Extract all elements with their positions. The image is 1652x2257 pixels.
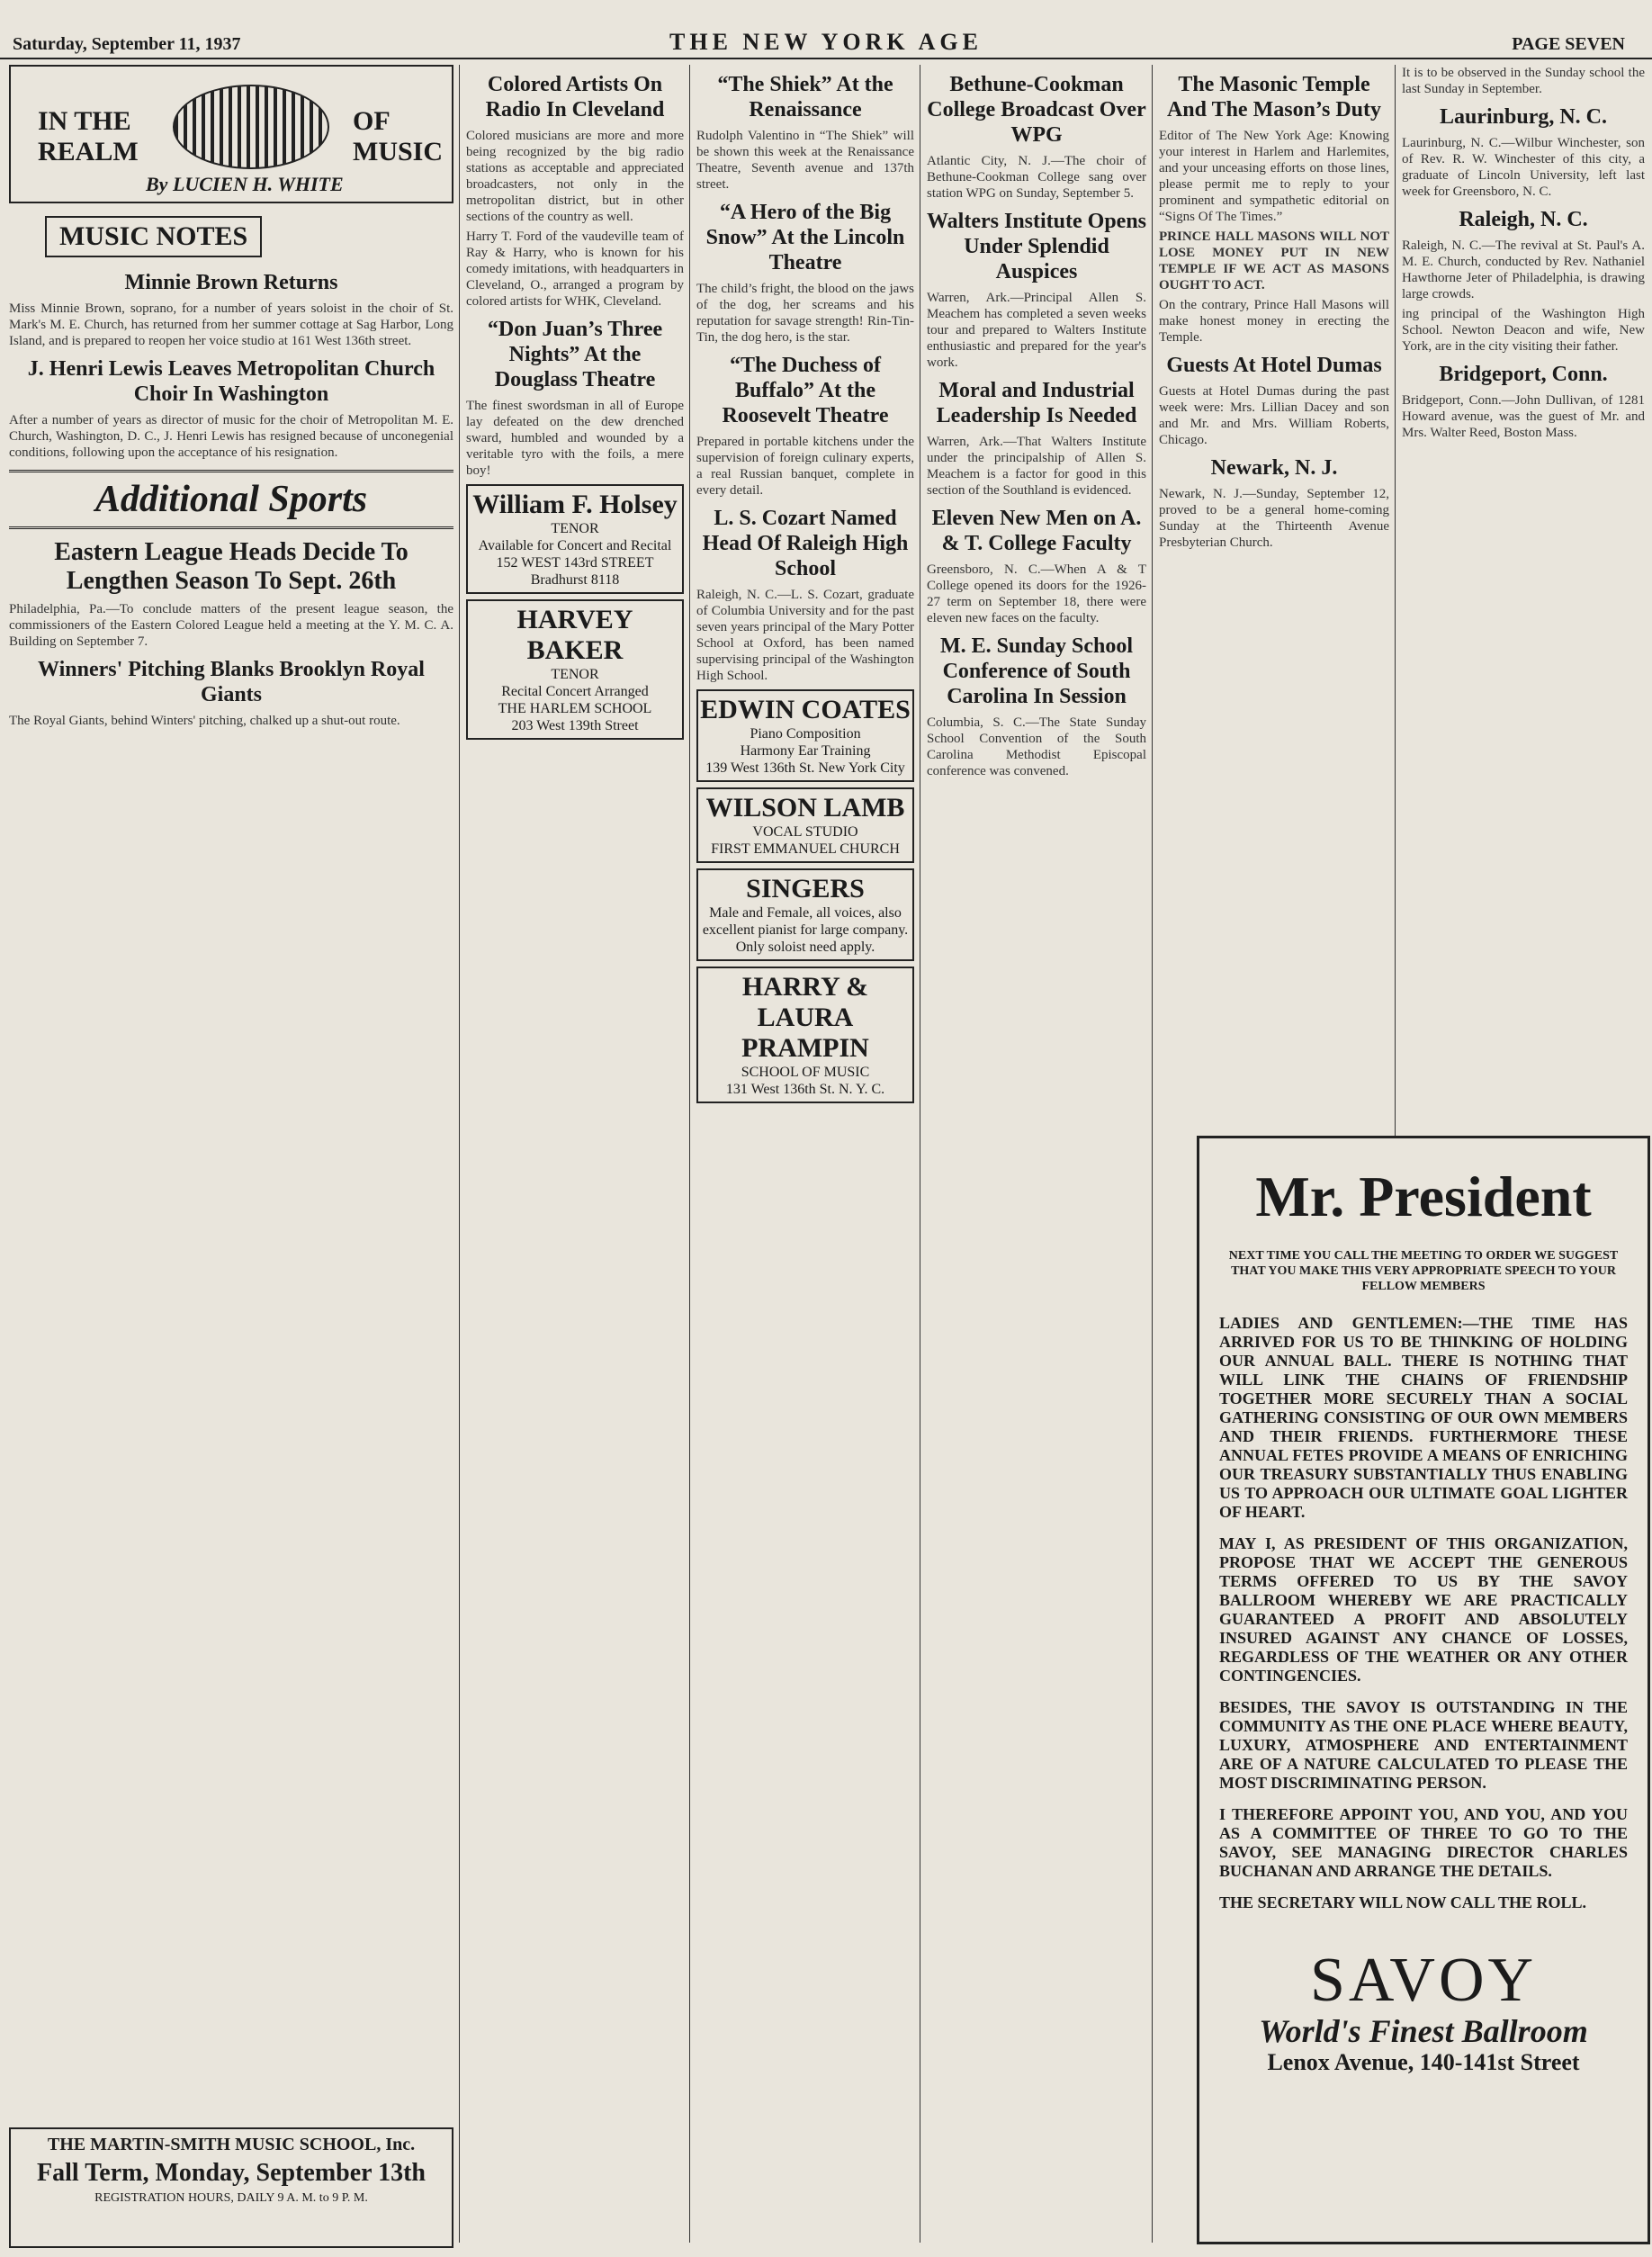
savoy-tagline: World's Finest Ballroom — [1259, 2013, 1588, 2049]
ad-holsey: William F. Holsey TENOR Available for Concert and Recital 152 WEST 143rd STREET Bradhurst 8118 — [466, 484, 684, 594]
column-5 — [1159, 65, 1389, 1127]
article-text: After a number of years as director of music for the choir of Metropolitan M. E. Church, Washington, D. C., J. Henri Lewis has resigned because of unconegenial conditions, following upon the acceptance of his resignation. — [9, 413, 453, 460]
headline-bethune: Bethune-Cookman College Broadcast Over WPG — [927, 73, 1146, 147]
realm-of-music-banner — [9, 65, 453, 203]
ad-title: Mr. President — [1255, 1164, 1592, 1228]
headline-newark: Newark, N. J. — [1210, 456, 1338, 480]
article-text: Raleigh, N. C.—L. S. Cozart, graduate of Columbia University and for the past seven years principal of the Mary Potter School at Oxford, has been named supervising principal of the Washington High School. — [696, 588, 914, 683]
lyre-illustration — [173, 85, 329, 169]
headline-henri-lewis: J. Henri Lewis Leaves Metropolitan Church Choir In Washington — [27, 357, 435, 406]
article-text: Laurinburg, N. C.—Wilbur Winchester, son of Rev. R. W. Winchester of this city, a graduate of Lincoln University, left last week for Greensboro, N. C. — [1402, 136, 1645, 199]
article-text: Harry T. Ford of the vaudeville team of Ray & Harry, who is known for his comedy imitations, with headquarters in Cleveland, O., arranged a program by colored artists for WHK, Cleveland. — [466, 229, 684, 309]
article-text: Bridgeport, Conn.—John Dullivan, of 1281 Howard avenue, was the guest of Mr. and Mrs. Walter Reed, Boston Mass. — [1402, 393, 1645, 440]
article-text: Prepared in portable kitchens under the supervision of foreign culinary experts, a real Russian banquet, complete in every detail. — [696, 435, 914, 498]
headline-walters: Walters Institute Opens Under Splendid Auspices — [927, 210, 1146, 283]
byline: By LUCIEN H. WHITE — [146, 173, 344, 195]
headline-shiek: “The Shiek” At the Renaissance — [717, 73, 893, 121]
ad-prampin: HARRY & LAURA PRAMPIN SCHOOL OF MUSIC 131 West 136th St. N. Y. C. — [696, 967, 914, 1103]
ad-subtitle: NEXT TIME YOU CALL THE MEETING TO ORDER WE SUGGEST THAT YOU MAKE THIS VERY APPROPRIATE SPEECH TO YOUR FELLOW MEMBERS — [1228, 1249, 1619, 1293]
article-text: Newark, N. J.—Sunday, September 12, proved to be a general home-coming Sunday at the Thirteenth Avenue Presbyterian Church. — [1159, 487, 1389, 550]
article-text: The child’s fright, the blood on the jaws of the dog, her screams and his reputation for savage strength! Rin-Tin-Tin, the dog hero, is the star. — [696, 282, 914, 345]
article-text: Editor of The New York Age: Knowing your interest in Harlem and Harlemites, and your unceasing efforts on those lines, please permit me to reply to your prominent and sympathetic editorial on “Signs Of The Times.” — [1159, 129, 1389, 224]
registration-hours: REGISTRATION HOURS, DAILY 9 A. M. to 9 P. M. — [94, 2191, 368, 2205]
ad-harvey-baker: HARVEY BAKER TENOR Recital Concert Arranged THE HARLEM SCHOOL 203 West 139th Street — [466, 599, 684, 740]
fall-term: Fall Term, Monday, September 13th — [37, 2159, 426, 2187]
headline-duchess: “The Duchess of Buffalo” At the Roosevelt Theatre — [722, 354, 889, 427]
article-text: Columbia, S. C.—The State Sunday School Convention of the South Carolina Methodist Episcopal conference was convened. — [927, 715, 1146, 778]
additional-sports-heading: Additional Sports — [9, 470, 453, 529]
article-text: Warren, Ark.—Principal Allen S. Meachem has completed a seven weeks tour and prepared to Walters Institute enthusiastic and prepared for the year's work. — [927, 291, 1146, 370]
article-text: The Royal Giants, behind Winters' pitching, chalked up a shut-out route. — [9, 714, 400, 728]
headline-leadership: Moral and Industrial Leadership Is Needed — [936, 379, 1137, 427]
ad-paragraph: I THEREFORE APPOINT YOU, AND YOU, AND YOU AS A COMMITTEE OF THREE TO GO TO THE SAVOY, SEE MANAGING DIRECTOR CHARLES BUCHANAN AND ARRANGE THE DETAILS. — [1219, 1805, 1628, 1880]
headline-big-snow: “A Hero of the Big Snow” At the Lincoln Theatre — [705, 201, 905, 274]
headline-eastern-league: Eastern League Heads Decide To Lengthen Season To Sept. 26th — [54, 538, 409, 595]
article-text: Warren, Ark.—That Walters Institute under the principalship of Allen S. Meachem is a factor for good in this section of the Southland is evidenced. — [927, 435, 1146, 498]
page-number: PAGE SEVEN — [1512, 34, 1625, 54]
column-rule — [1152, 65, 1153, 2243]
column-rule — [689, 65, 690, 2243]
headline-royal-giants: Winners' Pitching Blanks Brooklyn Royal Giants — [38, 658, 425, 706]
ad-edwin-coates: EDWIN COATES Piano Composition Harmony Ear Training 139 West 136th St. New York City — [696, 689, 914, 782]
school-name: THE MARTIN-SMITH MUSIC SCHOOL, Inc. — [47, 2135, 416, 2154]
article-text: Atlantic City, N. J.—The choir of Bethune-Cookman College sang over station WPG on Sunday, September 5. — [927, 154, 1146, 201]
article-text: Raleigh, N. C.—The revival at St. Paul's A. M. E. Church, conducted by Rev. Nathaniel Hawthorne Jeter of Philadelphia, is drawing large crowds. — [1402, 238, 1645, 301]
article-text: Philadelphia, Pa.—To conclude matters of the present league season, the commissioners of the Eastern Colored League held a meeting at the Y. M. C. A. Building on September 7. — [9, 602, 453, 649]
headline-minnie-brown: Minnie Brown Returns — [124, 271, 338, 294]
ad-paragraph: BESIDES, THE SAVOY IS OUTSTANDING IN THE COMMUNITY AS THE ONE PLACE WHERE BEAUTY, LUXURY, ATMOSPHERE AND ENTERTAINMENT ARE OF A NATURE CALCULATED TO PLEASE THE MOST DISCRIMINATING PERSON. — [1219, 1698, 1628, 1792]
banner-in-realm: IN THE REALM — [38, 106, 139, 166]
savoy-logo-text: SAVOY — [1309, 1946, 1538, 2015]
headline-masonic: The Masonic Temple And The Mason’s Duty — [1166, 73, 1382, 121]
headline-bridgeport: Bridgeport, Conn. — [1439, 363, 1608, 386]
column-rule — [459, 65, 460, 2243]
article-text: Rudolph Valentino in “The Shiek” will be shown this week at the Renaissance Theatre, Seventh avenue and 137th street. — [696, 129, 914, 192]
column-6 — [1402, 65, 1645, 1127]
headline-cozart: L. S. Cozart Named Head Of Raleigh High School — [702, 507, 909, 580]
article-text: PRINCE HALL MASONS WILL NOT LOSE MONEY PUT IN NEW TEMPLE IF WE ACT AS MASONS OUGHT TO ACT. — [1159, 229, 1389, 292]
article-text: ing principal of the Washington High School. Newton Deacon and wife, New York, are in the city visiting their father. — [1402, 307, 1645, 354]
music-notes-heading: MUSIC NOTES — [45, 216, 262, 257]
headline-raleigh: Raleigh, N. C. — [1459, 208, 1588, 231]
article-text: The finest swordsman in all of Europe lay defeated on the dew drenched sward, humbled and wounded by a veritable tyro with the foils, a mere boy! — [466, 399, 684, 478]
column-2 — [466, 65, 684, 2121]
headline-hotel-dumas: Guests At Hotel Dumas — [1166, 354, 1382, 377]
ad-wilson-lamb: WILSON LAMB VOCAL STUDIO FIRST EMMANUEL CHURCH — [696, 787, 914, 863]
ad-paragraph: LADIES AND GENTLEMEN:—THE TIME HAS ARRIVED FOR US TO BE THINKING OF HOLDING OUR ANNUAL BALL. THERE IS NOTHING THAT WILL LINK THE CHAINS OF FRIENDSHIP TOGETHER MORE SECURELY THAN A SOCIAL GATHERING CONSISTING OF OUR OWN MEMBERS AND THEIR FRIENDS. FURTHERMORE THESE ANNUAL FETES PROVIDE A MEANS OF ENRICHING OUR TREASURY SUBSTANTIALLY THUS ENABLING US TO APPROACH OUR ULTIMATE GOAL LIGHTER OF HEART. — [1219, 1314, 1628, 1521]
headline-don-juan: “Don Juan’s Three Nights” At the Douglass Theatre — [487, 318, 663, 391]
article-text: On the contrary, Prince Hall Masons will make honest money in erecting the Temple. — [1159, 298, 1389, 345]
article-text: It is to be observed in the Sunday school the last Sunday in September. — [1402, 66, 1645, 96]
column-1 — [9, 65, 453, 2121]
column-3 — [696, 65, 914, 2243]
issue-date: Saturday, September 11, 1937 — [13, 34, 241, 54]
masthead — [0, 0, 1652, 59]
martin-smith-school-ad — [9, 2127, 453, 2248]
article-text: Miss Minnie Brown, soprano, for a number of years soloist in the choir of St. Mark's M. E. Church, has returned from her summer cottage at Sag Harbor, Long Island, and is prepared to reopen her voice studio at 161 West 136th street. — [9, 301, 453, 348]
article-text: Greensboro, N. C.—When A & T College opened its doors for the 1926-27 term on September 18, there were eleven new faces on the faculty. — [927, 562, 1146, 625]
headline-sunday-school: M. E. Sunday School Conference of South Carolina In Session — [939, 634, 1134, 708]
ad-singers: SINGERS Male and Female, all voices, also excellent pianist for large company. Only soloist need apply. — [696, 868, 914, 961]
banner-of-music: OF MUSIC — [353, 106, 444, 166]
article-text: Guests at Hotel Dumas during the past week were: Mrs. Lillian Dacey and son and Mr. and Mrs. William Roberts, Chicago. — [1159, 384, 1389, 447]
column-4 — [927, 65, 1146, 2243]
newspaper-name: THE NEW YORK AGE — [669, 29, 983, 55]
headline-at-college: Eleven New Men on A. & T. College Faculty — [931, 507, 1142, 555]
headline-radio-cleveland: Colored Artists On Radio In Cleveland — [485, 73, 665, 121]
ad-paragraph: THE SECRETARY WILL NOW CALL THE ROLL. — [1219, 1893, 1586, 1911]
savoy-advertisement — [1197, 1136, 1650, 2244]
article-text: Colored musicians are more and more being recognized by the big radio stations as acceptable and appreciated broadcasters, not only in the metropolitan district, but in other sections of the country as well. — [466, 129, 684, 224]
headline-laurinburg: Laurinburg, N. C. — [1439, 105, 1608, 129]
savoy-address: Lenox Avenue, 140-141st Street — [1267, 2049, 1580, 2075]
ad-paragraph: MAY I, AS PRESIDENT OF THIS ORGANIZATION, PROPOSE THAT WE ACCEPT THE GENEROUS TERMS OFFERED TO US BY THE SAVOY BALLROOM WHEREBY WE ARE PRACTICALLY GUARANTEED A PROFIT AND ABSOLUTELY INSURED AGAINST ANY CHANCE OF LOSSES, REGARDLESS OF THE WEATHER OR ANY OTHER CONTINGENCIES. — [1219, 1534, 1628, 1685]
